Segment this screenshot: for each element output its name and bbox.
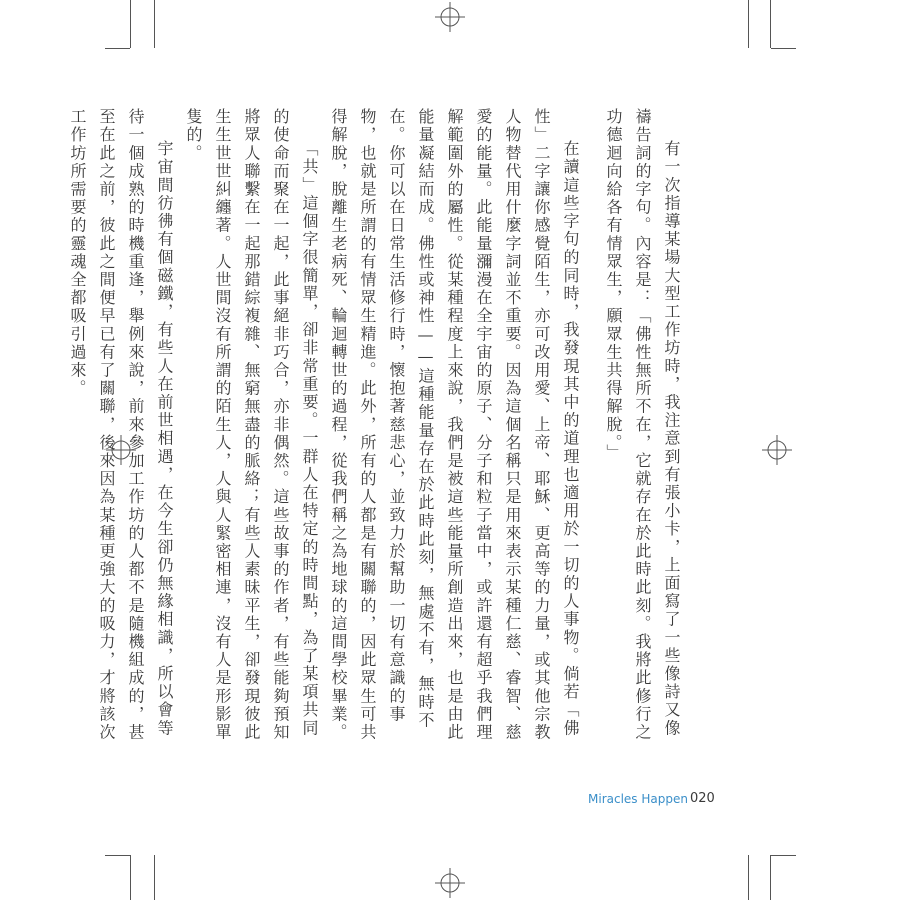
crop-mark-top-right-v (748, 0, 749, 48)
crop-mark-bottom-right-h (771, 855, 796, 856)
crop-mark-top-right-v2 (770, 0, 771, 48)
crop-mark-bottom-right-v2 (770, 855, 771, 900)
crop-mark-bottom-left-v (130, 855, 131, 900)
paragraph: 有一次指導某場大型工作坊時，我注意到有張小卡，上面寫了一些像詩又像禱告詞的字句。內容是：「佛性無所不在，它就存在於此時此刻。我將此修行之功德迴向給各有情眾生，願眾生共得解脫。」 (604, 108, 681, 742)
registration-mark-bottom (435, 868, 465, 898)
paragraph: 「共」這個字很簡單，卻非常重要。一群人在特定的時間點，為了某項共同的使命而聚在一起，此事絕非巧合，亦非偶然。這些故事的作者，有些能夠預知將眾人聯繫在一起那錯綜複雜、無窮無盡的脈絡；有些人素昧平生，卻發現彼此生生世世糾纏著。人世間沒有所謂的陌生人，人與人緊密相連，沒有人是形影單隻的。 (184, 108, 319, 742)
body-text (68, 108, 686, 753)
crop-mark-bottom-right-v (748, 855, 749, 900)
registration-mark-top (435, 2, 465, 32)
registration-mark-right (762, 435, 792, 465)
paragraph: 宇宙間彷彿有個磁鐵，有些人在前世相遇，在今生卻仍無緣相識，所以會等待一個成熟的時機重逢，舉例來說，前來參加工作坊的人都不是隨機組成的，甚至在此之前，彼此之間便早已有了關聯，後來因為某種更強大的吸力，才將該次工作坊所需要的靈魂全都吸引過來。 (68, 108, 174, 742)
crop-mark-bottom-left-h (105, 855, 130, 856)
paragraph: 在讀這些字句的同時，我發現其中的道理也適用於一切的人事物。倘若「佛性」二字讓你感覺陌生，亦可改用愛、上帝、耶穌、更高等的力量，或其他宗教人物替代用什麼字詞並不重要。因為這個名稱只是用來表示某種仁慈、睿智、慈愛的能量。此能量瀰漫在全宇宙的原子、分子和粒子當中，或許還有超乎我們理解範圍外的屬性。從某種程度上來說，我們是被這些能量所創造出來，也是由此能量凝結而成。佛性或神性——這種能量存在於此時此刻，無處不有，無時不在。你可以在日常生活修行時，懷抱著慈悲心，並致力於幫助一切有意識的事物，也就是所謂的有情眾生精進。此外，所有的人都是有關聯的，因此眾生可共得解脫，脫離生老病死、輪迴轉世的過程，從我們稱之為地球的這間學校畢業。 (329, 108, 580, 742)
crop-mark-top-left-h (105, 48, 130, 49)
crop-mark-top-left-v2 (154, 0, 155, 48)
crop-mark-top-left-v (130, 0, 131, 48)
running-footer-title: Miracles Happen (588, 792, 688, 806)
page-number: 020 (690, 791, 715, 806)
crop-mark-bottom-left-v2 (154, 855, 155, 900)
crop-mark-top-right-h (771, 48, 796, 49)
